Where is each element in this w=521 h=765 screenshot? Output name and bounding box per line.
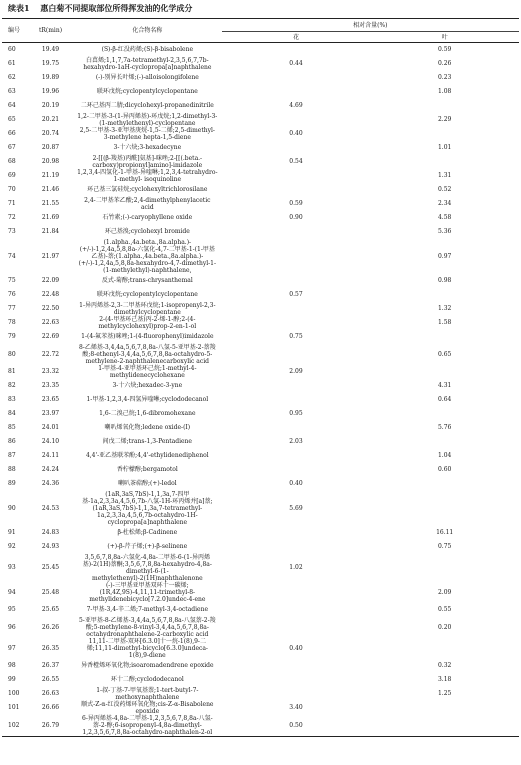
table-row xyxy=(2,701,519,715)
cell-retention-time: 25.45 xyxy=(41,564,60,571)
cell-flower-content xyxy=(222,169,371,183)
cell-leaf-content: 1.32 xyxy=(437,305,452,312)
cell-retention-time: 22.72 xyxy=(41,350,60,358)
cell-retention-time: 22.09 xyxy=(41,277,60,284)
cell-retention-time: 24.11 xyxy=(41,452,60,459)
table-row xyxy=(2,526,519,540)
table-row xyxy=(2,99,519,113)
table-row xyxy=(2,316,519,330)
cell-compound-name: 环己基溴;cyclohexyl bromide xyxy=(104,228,190,235)
cell-leaf-content xyxy=(370,99,519,113)
cell-compound-name: 联环戊烷;cyclopentylcyclopentane xyxy=(96,291,198,298)
cell-compound-name: 环己基三氯硅烷;cyclohexyltrichlorosilane xyxy=(87,186,208,193)
cell-retention-time: 20.21 xyxy=(41,116,60,123)
cell-no: 95 xyxy=(8,606,16,613)
cell-leaf-content: 0.64 xyxy=(437,396,452,403)
cell-leaf-content: 2.34 xyxy=(437,200,452,207)
table-row xyxy=(2,393,519,407)
cell-retention-time: 23.65 xyxy=(41,396,60,403)
cell-no: 91 xyxy=(8,529,16,536)
cell-flower-content: 0.44 xyxy=(289,60,303,67)
cell-compound-name: 3-十六炔;hexadec-3-yne xyxy=(112,382,183,389)
cell-compound-name: (S)-β-红没药烯;(S)-β-bisabolene xyxy=(101,46,194,54)
table-row xyxy=(2,477,519,491)
cell-no: 74 xyxy=(8,252,16,260)
cell-no: 90 xyxy=(8,504,16,512)
cell-leaf-content xyxy=(370,155,519,169)
cell-compound-name: 异香橙烯环氧化物;isoaromadendrene epoxide xyxy=(81,662,214,669)
cell-compound-name: 3-十六炔;3-hexadecyne xyxy=(113,144,182,151)
cell-retention-time: 21.97 xyxy=(41,252,60,260)
cell-compound-name: 1-叔-丁基-7-甲氧基萘;1-tert-butyl-7-methoxynaphthalene xyxy=(96,686,199,701)
table-row xyxy=(2,673,519,687)
cell-compound-name: 间戊二烯;trans-1,3-Pentadiene xyxy=(102,438,192,445)
cell-retention-time: 26.35 xyxy=(41,644,60,652)
cell-retention-time: 20.19 xyxy=(41,102,60,109)
cell-no: 67 xyxy=(8,144,16,151)
cell-retention-time: 20.98 xyxy=(41,158,60,165)
table-row xyxy=(2,463,519,477)
cell-retention-time: 24.24 xyxy=(41,466,60,473)
cell-compound-name: 1,2,3,4-四氢化-1-甲基-异喹啉;1,2,3,4-tetrahydro-1-methyl- isoquinoline xyxy=(77,168,218,183)
cell-flower-content xyxy=(222,239,371,274)
cell-retention-time: 25.65 xyxy=(41,606,60,613)
cell-compound-name: 11,11-二甲基-双环[6.3.0]十一烷-1(8),9-二烯;11,11-dimethyl-bicyclo[6.3.0]undeca-1(8),9-diene xyxy=(86,637,208,659)
cell-retention-time: 26.55 xyxy=(41,676,60,683)
table-row xyxy=(2,344,519,365)
cell-leaf-content: 0.65 xyxy=(437,350,452,358)
cell-flower-content xyxy=(222,379,371,393)
cell-retention-time: 24.36 xyxy=(41,480,60,487)
cell-retention-time: 23.35 xyxy=(41,382,60,389)
cell-leaf-content: 0.75 xyxy=(437,543,452,550)
cell-retention-time: 26.66 xyxy=(41,704,60,711)
cell-flower-content xyxy=(222,687,371,701)
table-number: 续表1 xyxy=(8,3,30,13)
cell-retention-time: 21.84 xyxy=(41,228,60,235)
cell-flower-content: 0.75 xyxy=(289,333,303,340)
cell-leaf-content xyxy=(370,491,519,526)
cell-flower-content: 3.40 xyxy=(289,704,303,711)
cell-compound-name: 顺式-Z-α-红没药烯环氧化物;cis-Z-α-Bisabolene epoxide xyxy=(81,700,214,715)
cell-no: 96 xyxy=(8,623,16,631)
cell-compound-name: 二环己基丙二腈;dicyclohexyl-propanedinitrile xyxy=(80,102,214,109)
table-row xyxy=(2,302,519,316)
cell-flower-content xyxy=(222,183,371,197)
cell-retention-time: 21.19 xyxy=(41,172,60,179)
cell-flower-content: 1.02 xyxy=(289,564,303,571)
cell-no: 78 xyxy=(8,319,16,326)
cell-leaf-content: 1.04 xyxy=(437,452,452,459)
cell-no: 64 xyxy=(8,102,16,109)
cell-leaf-content: 1.08 xyxy=(437,88,452,95)
cell-no: 72 xyxy=(8,214,16,221)
table-row xyxy=(2,379,519,393)
cell-retention-time: 24.83 xyxy=(41,529,60,536)
cell-no: 89 xyxy=(8,480,16,487)
cell-flower-content xyxy=(222,659,371,673)
cell-flower-content xyxy=(222,344,371,365)
cell-no: 63 xyxy=(8,88,16,95)
cell-retention-time: 20.74 xyxy=(41,130,60,137)
cell-no: 85 xyxy=(8,424,16,431)
cell-retention-time: 26.37 xyxy=(41,662,60,669)
table-title xyxy=(8,3,192,14)
cell-no: 70 xyxy=(8,186,16,193)
cell-no: 87 xyxy=(8,452,16,459)
table-row xyxy=(2,365,519,379)
cell-compound-name: 香柠檬醇;bergamotol xyxy=(116,466,178,473)
table-row xyxy=(2,659,519,673)
cell-compound-name: 2,5-二甲基-3-亚甲基庚烷-1,5-二烯;2,5-dimethyl-3-methylene hepta-1,5-diene xyxy=(79,126,215,141)
header-flower: 花 xyxy=(222,32,371,43)
cell-compound-name: (1aR,3aS,7bS)-1,1,3a,7-四甲基-1a,2,3,3a,4,5,6,7b-八氢-1H-环丙烯并[a]萘;(1aR,3aS,7bS)-1,1,3a,7-tetramethyl-1a,2,3,3a,4,5,6,7b-octahydro-1H-cyclopropa[a]naphthalene xyxy=(82,490,213,526)
cell-flower-content: 2.03 xyxy=(289,438,303,445)
cell-retention-time: 25.48 xyxy=(41,588,60,596)
cell-flower-content xyxy=(222,316,371,330)
cell-no: 65 xyxy=(8,116,16,123)
cell-flower-content xyxy=(222,673,371,687)
cell-compound-name: 4,4'-亚乙基联苯酚;4,4'-ethylidenediphenol xyxy=(85,452,209,459)
cell-no: 82 xyxy=(8,382,16,389)
cell-no: 93 xyxy=(8,564,16,571)
cell-leaf-content: 1.25 xyxy=(437,690,452,697)
cell-retention-time: 19.49 xyxy=(41,46,60,54)
cell-compound-name: 石竹素;(-)-caryophyllene oxide xyxy=(102,214,193,221)
cell-no: 88 xyxy=(8,466,16,473)
table-row xyxy=(2,687,519,701)
table-row xyxy=(2,582,519,603)
table-row xyxy=(2,197,519,211)
cell-no: 62 xyxy=(8,74,16,81)
cell-no: 69 xyxy=(8,172,16,179)
table-row xyxy=(2,85,519,99)
cell-compound-name: 5-亚甲基-8-乙烯基-3,4,4a,5,6,7,8,8a-八氢萘-2-羧酸;5-methylene-8-vinyl-3,4,4a,5,6,7,8,8a-octahydronaphthalene-2-carboxylic acid xyxy=(78,616,216,638)
cell-no: 98 xyxy=(8,662,16,669)
cell-compound-name: 8-乙烯基-3,4,4a,5,6,7,8,8a-八氢-5-亚甲基-2-萘羧酸;8-ethenyl-3,4,4a,5,6,7,8,8a-octahydro-5-methylene-2-naphthalenecarboxylic acid xyxy=(78,343,216,365)
cell-leaf-content: 1.31 xyxy=(437,172,452,179)
cell-flower-content: 0.90 xyxy=(289,214,303,221)
cell-no: 68 xyxy=(8,158,16,165)
cell-flower-content xyxy=(222,302,371,316)
cell-compound-name: 1-异丙烯基-2,3-二甲基环戊烷;1-isopropenyl-2,3-dimethylcyclopentane xyxy=(79,301,216,316)
table-row xyxy=(2,183,519,197)
cell-leaf-content: 5.76 xyxy=(437,424,452,431)
cell-leaf-content xyxy=(370,715,519,737)
table-row xyxy=(2,330,519,344)
table-row xyxy=(2,57,519,71)
table-row xyxy=(2,421,519,435)
cell-leaf-content: 1.58 xyxy=(437,319,452,326)
cell-retention-time: 21.46 xyxy=(41,186,60,193)
cell-leaf-content: 0.32 xyxy=(437,662,452,669)
cell-leaf-content xyxy=(370,701,519,715)
table-row xyxy=(2,225,519,239)
cell-leaf-content: 2.09 xyxy=(437,588,452,596)
cell-compound-name: 6-异丙烯基-4,8a-二甲基-1,2,3,5,6,7,8,8a-八氢-萘-2-醇;6-isopropenyl-4,8a-dimethyl-1,2,3,5,6,7,8,8a-octahydro-naphthalen-2-ol xyxy=(73,715,222,737)
cell-compound-name: β-杜松烯;β-Cadinene xyxy=(117,529,178,536)
table-row xyxy=(2,491,519,526)
cell-flower-content: 0.59 xyxy=(289,200,303,207)
cell-retention-time: 19.75 xyxy=(41,60,60,67)
cell-compound-name: 联环戊烷;cyclopentylcyclopentane xyxy=(96,88,198,95)
cell-no: 100 xyxy=(8,690,20,697)
table-row xyxy=(2,169,519,183)
table-caption: 惠白菊不同提取部位所得挥发油的化学成分 xyxy=(40,3,193,13)
cell-flower-content xyxy=(222,617,371,638)
cell-compound-name: 环十二醇;cyclododecanol xyxy=(110,676,184,683)
cell-leaf-content: 0.98 xyxy=(437,277,452,284)
cell-retention-time: 24.93 xyxy=(41,543,60,550)
cell-leaf-content xyxy=(370,477,519,491)
cell-flower-content: 0.54 xyxy=(289,158,303,165)
cell-flower-content xyxy=(222,540,371,554)
cell-compound-name: 白菖烯;1,1,7,7a-tetramethyl-2,3,5,6,7,7b-hexahydro-1aH-cyclopropa[a]naphthalene xyxy=(83,56,212,71)
compound-table xyxy=(2,18,519,737)
cell-flower-content xyxy=(222,141,371,155)
cell-leaf-content xyxy=(370,638,519,659)
cell-no: 83 xyxy=(8,396,16,403)
cell-no: 77 xyxy=(8,305,16,312)
cell-leaf-content: 0.55 xyxy=(437,606,452,613)
cell-compound-name: 1-(4-氟苯基)咪唑;1-(4-fluorophenyl)imidazole xyxy=(81,333,214,340)
cell-retention-time: 22.63 xyxy=(41,319,60,326)
cell-retention-time: 22.48 xyxy=(41,291,60,298)
table-row xyxy=(2,435,519,449)
cell-compound-name: 2-(4-甲基环己基)丙-2-烯-1-醇;2-(4-methylcyclohexyl)prop-2-en-1-ol xyxy=(98,315,197,330)
cell-retention-time: 26.79 xyxy=(28,715,73,737)
cell-compound-name: 1-甲基-1,2,3,4-四氢异喹啉;cyclododecanol xyxy=(86,396,209,403)
cell-flower-content xyxy=(222,393,371,407)
cell-compound-name: 7-甲基-3,4-辛二烯;7-methyl-3,4-octadiene xyxy=(86,606,209,613)
cell-no: 102 xyxy=(2,715,28,737)
cell-leaf-content: 0.97 xyxy=(437,252,452,260)
cell-no: 101 xyxy=(8,704,20,711)
cell-leaf-content xyxy=(370,435,519,449)
table-row xyxy=(2,540,519,554)
table-row xyxy=(2,141,519,155)
cell-retention-time: 19.89 xyxy=(41,74,60,81)
cell-flower-content xyxy=(222,225,371,239)
cell-no: 71 xyxy=(8,200,16,207)
table-row xyxy=(2,603,519,617)
cell-retention-time: 22.69 xyxy=(41,333,60,340)
header-compound-name: 化合物名称 xyxy=(73,19,222,43)
cell-no: 86 xyxy=(8,438,16,445)
cell-flower-content: 0.50 xyxy=(222,715,371,737)
cell-flower-content: 0.95 xyxy=(289,410,303,417)
cell-no: 84 xyxy=(8,410,16,417)
cell-compound-name: 喇叭茶萜醇;(+)-ledol xyxy=(118,480,177,487)
cell-retention-time: 22.50 xyxy=(41,305,60,312)
cell-no: 94 xyxy=(8,588,16,596)
cell-no: 80 xyxy=(8,350,16,358)
cell-retention-time: 19.96 xyxy=(41,88,60,95)
cell-flower-content: 5.69 xyxy=(289,504,303,512)
cell-leaf-content: 4.58 xyxy=(437,214,452,221)
cell-retention-time: 23.32 xyxy=(41,368,60,375)
cell-no: 60 xyxy=(8,46,16,54)
cell-no: 61 xyxy=(8,60,16,67)
cell-no: 97 xyxy=(8,644,16,652)
cell-retention-time: 24.10 xyxy=(41,438,60,445)
cell-no: 81 xyxy=(8,368,16,375)
cell-no: 92 xyxy=(8,543,16,550)
cell-flower-content: 2.09 xyxy=(289,368,303,375)
cell-flower-content xyxy=(222,43,371,57)
header-no: 编号 xyxy=(2,19,28,43)
table-row xyxy=(2,211,519,225)
cell-retention-time: 24.53 xyxy=(41,504,60,512)
cell-leaf-content: 0.23 xyxy=(437,74,452,81)
cell-leaf-content: 2.29 xyxy=(437,116,452,123)
cell-retention-time: 21.69 xyxy=(41,214,60,221)
cell-no: 75 xyxy=(8,277,16,284)
cell-retention-time: 24.01 xyxy=(41,424,60,431)
table-row xyxy=(2,274,519,288)
header-retention-time: tR(min) xyxy=(28,19,73,43)
cell-retention-time: 26.26 xyxy=(41,623,60,631)
cell-flower-content: 0.40 xyxy=(289,130,303,137)
cell-leaf-content xyxy=(370,407,519,421)
cell-compound-name: 2,4-二甲基苯乙酸;2,4-dimethylphenylacetic acid xyxy=(84,196,211,211)
cell-no: 79 xyxy=(8,333,16,340)
cell-flower-content xyxy=(222,71,371,85)
cell-no: 99 xyxy=(8,676,16,683)
cell-flower-content xyxy=(222,113,371,127)
cell-compound-name: (-)-三甲基亚甲基双环十一碳烯;(1R,4Z,9S)-4,11,11-trimethyl-8-methylidenebicyclo[7.2.0]undec-4-ene xyxy=(89,581,206,603)
cell-no: 76 xyxy=(8,291,16,298)
cell-leaf-content xyxy=(370,330,519,344)
cell-flower-content xyxy=(222,463,371,477)
cell-retention-time: 23.97 xyxy=(41,410,60,417)
table-row xyxy=(2,715,519,737)
table-row xyxy=(2,155,519,169)
table-row xyxy=(2,127,519,141)
cell-compound-name: 1,6-二溴己烷;1,6-dibromohexane xyxy=(99,410,196,417)
table-row xyxy=(2,43,519,57)
cell-leaf-content xyxy=(370,288,519,302)
cell-compound-name: (+)-β-芹子烯;(+)-β-selinene xyxy=(107,543,188,550)
cell-leaf-content: 0.60 xyxy=(437,466,452,473)
cell-compound-name: 2-[[(β-羧基)丙酰]氨基]-咪唑;2-[[(.beta.-carboxy)propionyl]amino]-imidazole xyxy=(92,154,203,169)
table-row xyxy=(2,239,519,274)
cell-flower-content xyxy=(222,603,371,617)
cell-leaf-content: 16.11 xyxy=(436,529,454,536)
header-relative-content: 相对含量(%) xyxy=(222,19,519,32)
cell-flower-content: 4.69 xyxy=(289,102,303,109)
cell-compound-name: 3,5,6,7,8,8a-六氢化-4,8a-二甲基-6-(1-异丙烯基)-2(1H)萘酮;3,5,6,7,8,8a-hexahydro-4,8a-dimethyl-6-(1-methylethenyl)-2(1H)naphthalenone xyxy=(82,553,212,582)
cell-compound-name: 1-甲基-4-亚甲基环己烷;1-methyl-4-methylidenecyclohexane xyxy=(98,364,197,379)
cell-retention-time: 20.87 xyxy=(41,144,60,151)
cell-leaf-content: 0.52 xyxy=(437,186,452,193)
cell-flower-content xyxy=(222,526,371,540)
cell-retention-time: 26.63 xyxy=(41,690,60,697)
table-row xyxy=(2,638,519,659)
cell-compound-name: 1,2-二甲基-3-(1-异丙烯基)-环戊烷;1,2-dimethyl-3-(1-methylethenyl)-cyclopentane xyxy=(77,112,218,127)
cell-compound-name: (-)-别异长叶烯;(-)-alloisolongifolene xyxy=(95,74,199,81)
cell-leaf-content xyxy=(370,365,519,379)
cell-leaf-content: 0.59 xyxy=(437,46,452,54)
cell-flower-content xyxy=(222,85,371,99)
cell-no: 73 xyxy=(8,228,16,235)
cell-leaf-content: 5.36 xyxy=(437,228,452,235)
table-row xyxy=(2,113,519,127)
cell-flower-content xyxy=(222,449,371,463)
header-leaf: 叶 xyxy=(370,32,519,43)
cell-leaf-content xyxy=(370,127,519,141)
cell-compound-name: 反式-菊醇;trans-chrysanthemal xyxy=(101,277,193,284)
cell-leaf-content: 4.31 xyxy=(437,382,452,389)
table-row xyxy=(2,288,519,302)
cell-leaf-content: 3.18 xyxy=(437,676,452,683)
cell-leaf-content: 1.01 xyxy=(437,144,452,151)
cell-retention-time: 21.55 xyxy=(41,200,60,207)
cell-no: 66 xyxy=(8,130,16,137)
cell-compound-name: 喇叭烯氧化物;ledene oxide-(I) xyxy=(104,424,191,431)
cell-leaf-content: 0.20 xyxy=(437,623,452,631)
cell-leaf-content: 0.26 xyxy=(437,60,452,67)
cell-flower-content xyxy=(222,582,371,603)
table-row xyxy=(2,71,519,85)
cell-flower-content: 0.40 xyxy=(289,480,303,487)
cell-leaf-content xyxy=(370,554,519,582)
cell-flower-content: 0.57 xyxy=(289,291,303,298)
table-row xyxy=(2,407,519,421)
table-row xyxy=(2,449,519,463)
cell-flower-content: 0.40 xyxy=(289,644,303,652)
table-row xyxy=(2,617,519,638)
cell-compound-name: (1.alpha.,4a.beta.,8a.alpha.)-(+/-)-1,2,4a,5,8,8a-六氢化-4,7-二甲基-1-(1-甲基乙基)-萘;(1.alpha.,4a.beta.,8a.alpha.)-(+/-)-1,2,4a,5,8,8a-hexahydro-4,7-dimethyl-1-(1-methylethyl)-naphthalene, xyxy=(78,238,217,274)
table-body xyxy=(2,43,519,737)
table-row xyxy=(2,554,519,582)
cell-flower-content xyxy=(222,421,371,435)
cell-flower-content xyxy=(222,274,371,288)
